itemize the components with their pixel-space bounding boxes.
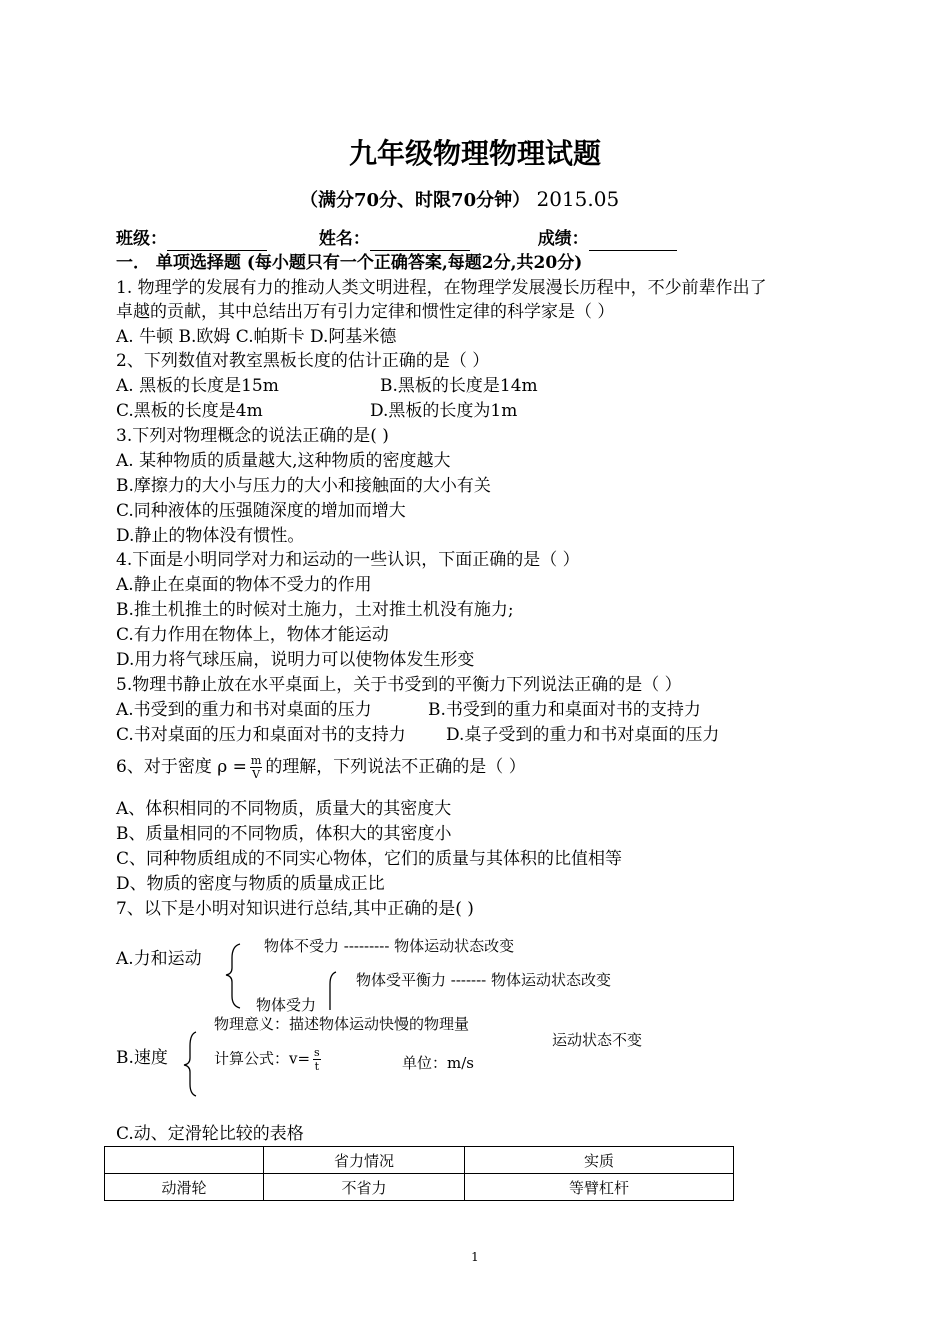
- q3-option-b: B.摩擦力的大小与压力的大小和接触面的大小有关: [116, 476, 491, 496]
- table-cell: 不省力: [264, 1174, 465, 1201]
- density-fraction: [250, 754, 262, 781]
- exam-info-paren: （: [300, 190, 318, 211]
- left-brace-icon: [322, 970, 342, 1010]
- exam-info-text: 满分70分、时限70分钟）: [318, 190, 531, 211]
- q7-a-line2: 物体受平衡力 ------- 物体运动状态改变: [356, 971, 612, 989]
- fraction-numerator: s: [314, 1046, 320, 1059]
- q7-a-label: A.力和运动: [116, 949, 202, 969]
- q7-a-line1: 物体不受力 --------- 物体运动状态改变: [264, 937, 515, 955]
- q5-stem: 5.物理书静止放在水平桌面上，关于书受到的平衡力下列说法正确的是（ ）: [116, 675, 682, 695]
- q7-b-unit: 单位：m/s: [402, 1054, 474, 1072]
- student-fields: [116, 227, 677, 251]
- q3-option-d: D.静止的物体没有惯性。: [116, 526, 305, 546]
- q7-b-clipped-text: [552, 1031, 643, 1049]
- q2-option-c: C.黑板的长度是4m: [116, 401, 263, 421]
- q1-stem-line2: 卓越的贡献，其中总结出万有引力定律和惯性定律的科学家是（ ）: [116, 302, 615, 322]
- q4-option-a: A.静止在桌面的物体不受力的作用: [116, 575, 372, 595]
- q7-b-formula: [214, 1046, 324, 1073]
- q7-b-line1: 物理意义：描述物体运动快慢的物理量: [214, 1015, 470, 1033]
- q4-option-d: D.用力将气球压扁，说明力可以使物体发生形变: [116, 650, 475, 670]
- q6-option-d: D、物质的密度与物质的质量成正比: [116, 874, 385, 894]
- table-header-row: [105, 1147, 734, 1174]
- q5-option-d: D.桌子受到的重力和书对桌面的压力: [446, 725, 720, 745]
- q2-option-b: B.黑板的长度是14m: [380, 376, 538, 396]
- q6-stem: [116, 754, 526, 781]
- q7-b-label: B.速度: [116, 1048, 168, 1068]
- q4-stem: 4.下面是小明同学对力和运动的一些认识，下面正确的是（ ）: [116, 550, 580, 570]
- table-row: [105, 1174, 734, 1201]
- left-brace-icon: [178, 1030, 202, 1098]
- speed-fraction: [313, 1046, 321, 1073]
- q7-c-label: C.动、定滑轮比较的表格: [116, 1124, 304, 1144]
- class-blank[interactable]: [167, 232, 267, 251]
- table-header-cell: [105, 1147, 264, 1174]
- page-number: 1: [471, 1250, 479, 1264]
- clipped-text-content: 运动状态不变: [552, 1031, 643, 1049]
- section-heading: 一． 单项选择题 (每小题只有一个正确答案,每题2分,共20分): [116, 253, 583, 273]
- q4-option-b: B.推土机推土的时候对土施力，土对推土机没有施力;: [116, 600, 514, 620]
- table-cell: 等臂杠杆: [465, 1174, 734, 1201]
- fraction-denominator: V: [252, 768, 261, 781]
- name-blank[interactable]: [370, 232, 470, 251]
- q6-stem-post: 的理解，下列说法不正确的是（ ）: [265, 757, 526, 777]
- class-label: 班级：: [116, 229, 167, 249]
- q6-stem-pre: 6、对于密度 ρ =: [116, 757, 247, 777]
- table-header-cell: 省力情况: [264, 1147, 465, 1174]
- q2-option-d: D.黑板的长度为1m: [370, 401, 518, 421]
- score-label: 成绩：: [537, 229, 589, 249]
- name-label: 姓名：: [318, 229, 370, 249]
- table-cell: 动滑轮: [105, 1174, 264, 1201]
- fraction-denominator: t: [314, 1060, 320, 1073]
- formula-prefix: 计算公式：v=: [214, 1049, 311, 1068]
- q3-option-a: A. 某种物质的质量越大,这种物质的密度越大: [116, 451, 451, 471]
- q6-option-c: C、同种物质组成的不同实心物体，它们的质量与其体积的比值相等: [116, 849, 623, 869]
- page-title: 九年级物理物理试题: [348, 137, 601, 170]
- q5-option-b: B.书受到的重力和桌面对书的支持力: [428, 700, 701, 720]
- q4-option-c: C.有力作用在物体上，物体才能运动: [116, 625, 389, 645]
- q5-option-a: A.书受到的重力和书对桌面的压力: [116, 700, 372, 720]
- pulley-table: [104, 1146, 734, 1201]
- q6-option-b: B、质量相同的不同物质，体积大的其密度小: [116, 824, 452, 844]
- q7-stem: 7、以下是小明对知识进行总结,其中正确的是( ): [116, 899, 474, 919]
- q1-options: A. 牛顿 B.欧姆 C.帕斯卡 D.阿基米德: [116, 327, 397, 347]
- score-blank[interactable]: [589, 232, 677, 251]
- exam-date: 2015.05: [536, 187, 620, 211]
- table-header-cell: 实质: [465, 1147, 734, 1174]
- exam-info: [300, 186, 619, 212]
- fraction-numerator: m: [250, 754, 262, 767]
- q2-stem: 2、下列数值对教室黑板长度的估计正确的是（ ）: [116, 351, 490, 371]
- left-brace-icon: [222, 942, 252, 1008]
- q5-option-c: C.书对桌面的压力和桌面对书的支持力: [116, 725, 406, 745]
- q2-option-a: A. 黑板的长度是15m: [116, 376, 279, 396]
- q6-option-a: A、体积相同的不同物质，质量大的其密度大: [116, 799, 452, 819]
- q1-stem-line1: 1. 物理学的发展有力的推动人类文明进程，在物理学发展漫长历程中，不少前辈作出了: [116, 278, 767, 298]
- q7-a-clipped-text: 物体受力: [256, 996, 317, 1014]
- q3-stem: 3.下列对物理概念的说法正确的是( ): [116, 426, 389, 446]
- q3-option-c: C.同种液体的压强随深度的增加而增大: [116, 501, 406, 521]
